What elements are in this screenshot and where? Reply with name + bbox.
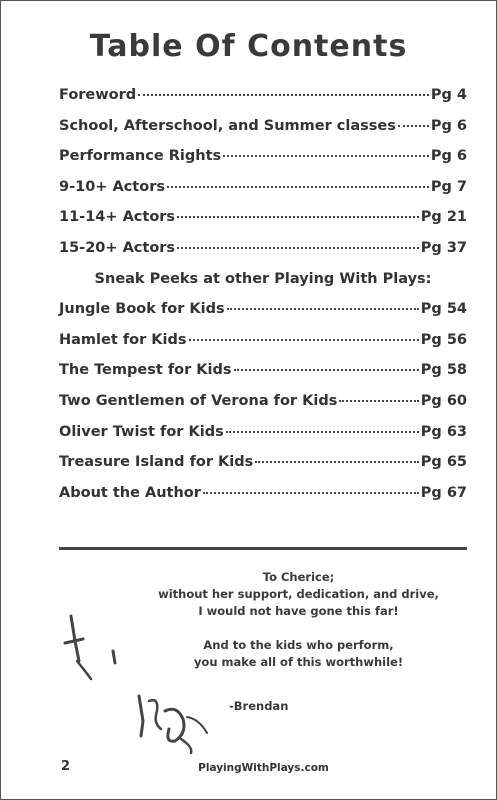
toc-entry-about-author [59, 485, 467, 516]
toc-entry-label: Two Gentlemen of Verona for Kids [59, 392, 338, 409]
toc-entry-page: Pg 54 [420, 301, 467, 318]
toc-entry-page: Pg 65 [420, 454, 467, 471]
toc-entry-page: Pg 37 [420, 239, 467, 256]
dot-leader [255, 461, 418, 463]
dedication-line: To Cherice; [262, 570, 335, 584]
toc-entry-label: 11-14+ Actors [59, 209, 176, 226]
toc-entry-page: Pg 63 [420, 423, 467, 440]
signature-name: -Brendan [229, 699, 289, 713]
toc-entry-label: Jungle Book for Kids [59, 301, 225, 318]
toc-entry-treasure-island [59, 454, 467, 485]
dot-leader [223, 155, 429, 157]
dot-leader [234, 369, 419, 371]
dot-leader [177, 247, 419, 249]
toc-entry-label: Performance Rights [59, 148, 222, 165]
toc-entry-page: Pg 21 [420, 209, 467, 226]
toc-entry-page: Pg 4 [430, 87, 467, 103]
website-footer: PlayingWithPlays.com [198, 762, 329, 774]
dot-leader [177, 216, 419, 218]
toc-entry-label: Foreword [59, 87, 137, 103]
dedication-line: I would not have gone this far! [198, 604, 399, 618]
toc-entry-foreword [59, 87, 467, 118]
dot-leader [339, 400, 418, 402]
toc-entry-9-10-actors [59, 179, 467, 210]
toc-entry-15-20-actors [59, 240, 467, 271]
toc-entry-jungle-book [59, 301, 467, 332]
dot-leader [398, 125, 429, 127]
toc-entry-page: Pg 56 [420, 331, 467, 348]
page-number: 2 [61, 759, 71, 774]
toc-entry-page: Pg 67 [420, 484, 467, 501]
dot-leader [226, 431, 419, 433]
toc-entry-oliver-twist [59, 424, 467, 455]
toc-entry-label: 9-10+ Actors [59, 178, 165, 195]
dot-leader [138, 94, 429, 96]
toc-entry-hamlet [59, 332, 467, 363]
toc-entry-tempest [59, 362, 467, 393]
toc-entry-label: School, Afterschool, and Summer classes [59, 117, 396, 134]
toc-entry-page: Pg 6 [430, 148, 467, 165]
toc-entry-performance-rights [59, 148, 467, 179]
toc-entry-label: 15-20+ Actors [59, 239, 176, 256]
dot-leader [203, 492, 419, 494]
table-of-contents [59, 87, 467, 515]
toc-entry-label: About the Author [59, 484, 201, 501]
handwritten-signature [61, 601, 231, 761]
toc-entry-two-gentlemen [59, 393, 467, 424]
dot-leader [189, 339, 419, 341]
toc-entry-label: The Tempest for Kids [59, 362, 232, 379]
section-divider [59, 547, 467, 550]
toc-entry-page: Pg 60 [420, 392, 467, 409]
toc-entry-page: Pg 58 [420, 362, 467, 379]
toc-entry-11-14-actors [59, 209, 467, 240]
toc-entry-page: Pg 6 [430, 117, 467, 134]
toc-entry-label: Oliver Twist for Kids [59, 423, 224, 440]
dedication-line: without her support, dedication, and drive, [158, 587, 439, 601]
page-title: Table Of Contents [89, 29, 408, 64]
sneak-peeks-heading: Sneak Peeks at other Playing With Plays: [94, 270, 432, 287]
toc-entry-classes [59, 118, 467, 149]
toc-entry-label: Hamlet for Kids [59, 331, 187, 348]
toc-entry-page: Pg 7 [430, 178, 467, 195]
dedication-line: And to the kids who perform, [203, 638, 394, 652]
toc-entry-label: Treasure Island for Kids [59, 454, 254, 471]
dedication-line: you make all of this worthwhile! [193, 655, 404, 669]
dot-leader [227, 308, 419, 310]
dot-leader [167, 186, 429, 188]
